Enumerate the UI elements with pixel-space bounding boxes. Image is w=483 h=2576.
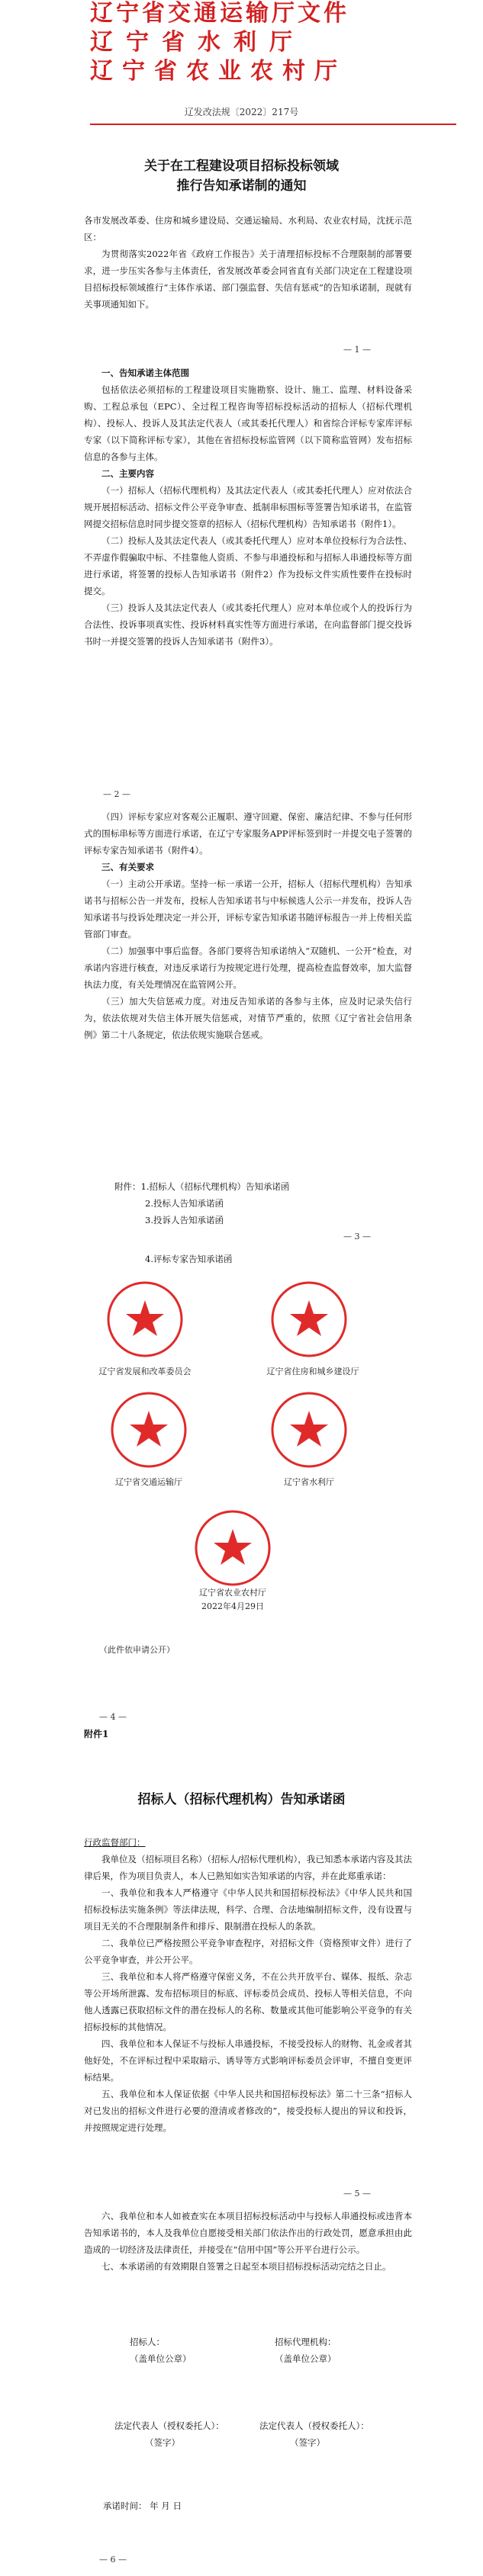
seal-stamp-icon — [267, 1388, 351, 1472]
notice-body-3 — [84, 808, 412, 1043]
annex-addressee: 行政监督部门： — [84, 1837, 146, 1848]
annex-item-5: 五、我单位和本人保证依据《中华人民共和国招标投标法》第二十三条“招标人对已发出的招标文件进行必要的澄清或者修改的”，接受投标人提出的异议和投诉，并按照规定进行处理。 — [84, 2089, 412, 2133]
signature-agency-rep: 法定代表人（授权委托人）： （签字） — [259, 2420, 369, 2448]
recipients: 各市发展改革委、住房和城乡建设局、交通运输局、水利局、农业农村局，沈抚示范区： — [84, 215, 412, 243]
seal-caption: 辽宁省住房和城乡建设厅 — [266, 1367, 359, 1376]
attachment-item: 3.投诉人告知承诺函 — [145, 1215, 224, 1225]
notice-title-line-2: 推行告知承诺制的通知 — [176, 178, 307, 194]
seal-caption: 辽宁省水利厅 — [284, 1477, 334, 1487]
seal-stamp-icon — [191, 1506, 275, 1590]
annex-item-1: 一、我单位和我本人严格遵守《中华人民共和国招标投标法》《中华人民共和国招标投标法实施条例》等法律法规，科学、合理、合法地编制招标文件，没有设置与项目无关的不合理限制条件和排斥、限制潜在投标人的条款。 — [84, 1887, 412, 1932]
annex-body-1 — [84, 1834, 412, 2136]
attachments-list — [114, 1178, 289, 1229]
annex-page — [0, 1697, 483, 2576]
section-3-title: 三、有关要求 — [101, 862, 154, 872]
header-line-3: 辽宁省农业农村厅 — [90, 58, 346, 85]
annex-body-2 — [84, 2208, 412, 2275]
section-2-title: 二、主要内容 — [101, 468, 154, 479]
signature-tenderer-rep: 法定代表人（授权委托人）： （签字） — [114, 2420, 224, 2448]
notice-title — [0, 156, 483, 196]
attachment-item: 附件：1.招标人（招标代理机构）告知承诺函 — [114, 1181, 290, 1192]
annex-item-7: 七、本承诺函的有效期限自签署之日起至本项目招标投标活动完结之日止。 — [101, 2261, 391, 2272]
annex-item-4: 四、我单位和本人保证不与投标人串通投标，不接受投标人的财物、礼金或者其他好处，不在评标过程中采取暗示、诱导等方式影响评标委员会评审，不擅自变更评标结果。 — [84, 2038, 412, 2083]
annex-item-3: 三、我单位和本人将严格遵守保密义务，不在公共开放平台、媒体、报纸、杂志等公开场所泄露、发布招标项目的标底、评标委员会成员、投标人等相关信息，不向他人透露已获取招标文件的潜在投标人的名称、数量或其他可能影响公平竞争的有关招标投标的其他情况。 — [84, 1971, 412, 2032]
page-number-4: — 4 — — [99, 1712, 127, 1722]
issue-date: 2022年4月29日 — [201, 1601, 264, 1611]
notice-title-line-1: 关于在工程建设项目招标投标领域 — [144, 159, 339, 174]
section-3-paragraph-1: （一）主动公开承诺。坚持一标一承诺一公开，招标人（招标代理机构）告知承诺书与招标公告一并发布，投标人告知承诺书与中标候选人公示一并发布，投诉人告知承诺书与投诉处理决定一并公开，评标专家告知承诺书随评标报告一并上传相关监管部门审查。 — [84, 878, 412, 940]
intro-paragraph: 为贯彻落实2022年省《政府工作报告》关于清理招标投标不合理限制的部署要求，进一步压实各参与主体责任，省发展改革委会同省直有关部门决定在工程建设项目招标投标领域推行“主体作承诺、部门强监督、失信有惩戒”的告知承诺制，现就有关事项通知如下。 — [84, 249, 412, 310]
seal-caption: 辽宁省发展和改革委员会 — [98, 1367, 192, 1376]
disclosure-note: （此件依申请公开） — [99, 1645, 175, 1655]
page-number-1: — 1 — — [343, 345, 371, 355]
seal-stamp-icon — [267, 1277, 351, 1361]
page-number-3: — 3 — — [343, 1232, 371, 1241]
attachment-item: 4.评标专家告知承诺函 — [145, 1254, 233, 1264]
notice-body-2 — [84, 365, 412, 650]
section-2-paragraph-4: （四）评标专家应对客观公正履职、遵守回避、保密、廉洁纪律、不参与任何形式的围标串标等方面进行承诺，在辽宁专家服务APP评标签到时一并提交电子签署的评标专家告知承诺书（附件4）。 — [84, 811, 412, 856]
section-3-paragraph-2: （二）加强事中事后监督。各部门要将告知承诺纳入“双随机、一公开”检查，对承诺内容进行核查，对违反承诺行为按规定进行处理，提高检查监督效率，加大监督执法力度，有关处理情况在监管网公开。 — [84, 946, 412, 990]
attachments-label: 附件： — [114, 1181, 141, 1192]
section-2-paragraph-3: （三）投诉人及其法定代表人（或其委托代理人）应对本单位或个人的投诉行为合法性、投诉事项真实性、投诉材料真实性等方面进行承诺，在向监督部门提交投诉书时一并提交签署的投诉人告知承诺书（附件3）。 — [84, 602, 412, 647]
annex-label: 附件1 — [84, 1729, 109, 1739]
section-1-text: 包括依法必须招标的工程建设项目实施勘察、设计、施工、监理、材料设备采购、工程总承包（EPC）、全过程工程咨询等招标投标活动的招标人（招标代理机构）、投标人、投诉人及其法定代表人（或其委托代理人）和省综合评标专家库评标专家（以下简称评标专家），其他在省招标投标监管网（以下简称监管网）发布招标信息的各参与主体。 — [84, 384, 412, 462]
document-header — [0, 0, 349, 84]
header-line-1: 辽宁省交通运输厅文件 — [90, 0, 349, 27]
annex-item-2: 二、我单位已严格按照公平竞争审查程序，对招标文件（资格预审文件）进行了公平竞争审查，并公开公平。 — [84, 1938, 412, 1965]
document-number: 辽发改法规〔2022〕217号 — [184, 107, 299, 117]
annex-item-6: 六、我单位和本人如被查实在本项目招标投标活动中与投标人串通投标或违背本告知承诺书的，本人及我单位自愿接受相关部门依法作出的行政处罚，愿意承担由此造成的一切经济及法律责任，并接受在“信用中国”等公开平台进行公示。 — [84, 2211, 412, 2255]
page-number-6: — 6 — — [99, 2555, 127, 2565]
section-3-paragraph-3: （三）加大失信惩戒力度。对违反告知承诺的各参与主体，应及时记录失信行为，依法依规对失信主体开展失信惩戒，对情节严重的，依照《辽宁省社会信用条例》第二十八条规定，依法依规实施联合惩戒。 — [84, 996, 412, 1040]
attachment-item: 2.投标人告知承诺函 — [145, 1198, 224, 1209]
annex-title: 招标人（招标代理机构）告知承诺函 — [137, 1792, 346, 1807]
signature-tenderer: 招标人： （盖单位公章） — [130, 2337, 192, 2364]
seal-caption: 辽宁省农业农村厅 — [199, 1588, 266, 1598]
section-1-title: 一、告知承诺主体范围 — [101, 368, 189, 378]
page-number-5: — 5 — — [343, 2189, 371, 2199]
signature-agency: 招标代理机构： （盖单位公章） — [275, 2337, 336, 2364]
section-2-paragraph-1: （一）招标人（招标代理机构）及其法定代表人（或其委托代理人）应对依法合规开展招标活动、招标文件公平竞争审查、抵制串标围标等签署告知承诺书，在监管网提交招标信息时同步提交签章的招标人（招标代理机构）告知承诺书（附件1）。 — [84, 485, 412, 529]
page-number-2: — 2 — — [103, 789, 130, 799]
seal-stamp-icon — [103, 1277, 187, 1361]
red-divider-line — [90, 124, 456, 125]
header-line-2: 辽宁省水利厅 — [90, 29, 305, 56]
section-2-paragraph-2: （二）投标人及其法定代表人（或其委托代理人）应对本单位投标行为合法性、不弄虚作假骗取中标、不挂靠他人资质、不参与串通投标和与招标人串通投标等方面进行承诺，将签署的投标人告知承诺书（附件2）作为投标文件实质性要件在投标时提交。 — [84, 535, 412, 596]
seal-caption: 辽宁省交通运输厅 — [115, 1477, 182, 1487]
notice-body-1 — [84, 212, 412, 313]
seal-stamp-icon — [107, 1388, 191, 1472]
annex-intro: 我单位及（招标项目名称）（招标人/招标代理机构），我已知悉本承诺内容及其法律后果，作为项目负责人，本人已熟知如实告知承诺的内容，并在此郑重承诺： — [84, 1854, 412, 1881]
commitment-date: 承诺时间： 年 月 日 — [103, 2501, 182, 2511]
